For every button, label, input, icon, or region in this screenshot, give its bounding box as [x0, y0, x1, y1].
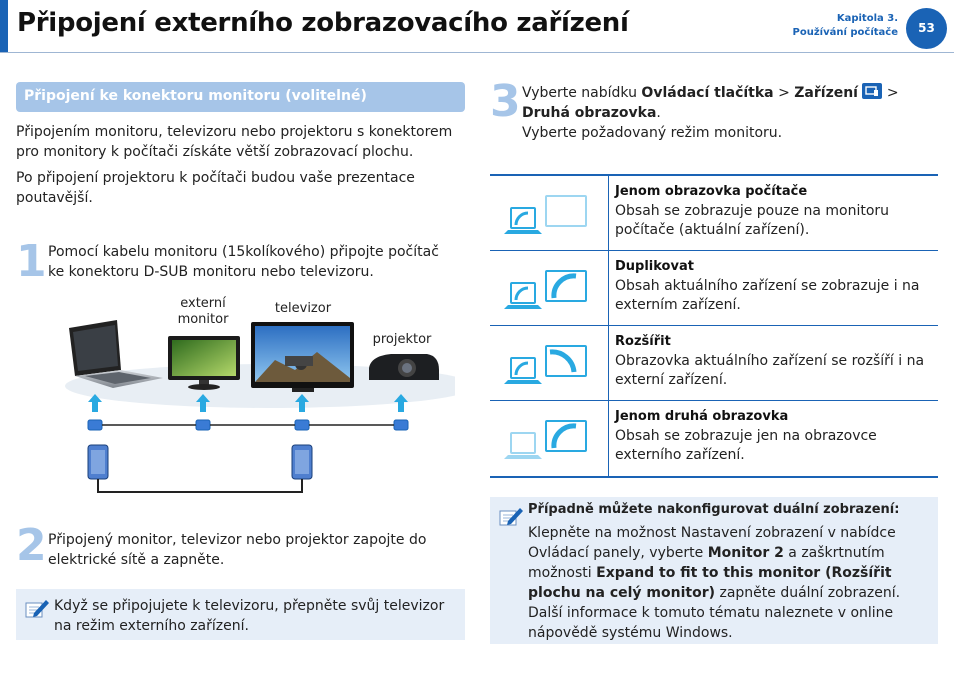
mode-description: Obsah se zobrazuje jen na obrazovce externího zařízení.: [615, 428, 877, 463]
extend-icon: [490, 326, 609, 401]
step-1-number: 1: [16, 236, 47, 287]
step-2-text: Připojený monitor, televizor nebo projektor zapojte do elektrické sítě a zapněte.: [48, 532, 427, 568]
mode-title: Jenom obrazovka počítače: [615, 184, 808, 199]
pc-screen-only-icon: [490, 176, 609, 251]
vga-cable: [88, 445, 312, 492]
step-3-text: [522, 83, 937, 143]
mode-description: Obsah se zobrazuje pouze na monitoru počítače (aktuální zařízení).: [615, 203, 890, 238]
step-3-number: 3: [490, 76, 521, 127]
note-box-dual-display: [490, 497, 938, 644]
mode-title: Rozšířit: [615, 334, 671, 349]
note-body-dual-display: [528, 523, 933, 643]
mode-title: Duplikovat: [615, 259, 694, 274]
intro-paragraph-1: Připojením monitoru, televizoru nebo projektoru s konektorem pro monitory k počítači získáte větší zobrazovací plochu.: [16, 124, 453, 160]
second-screen-only-icon: [490, 401, 609, 476]
step-3-menu-devices: Zařízení: [794, 85, 858, 101]
page-title: Připojení externího zobrazovacího zařízení: [17, 8, 629, 38]
note-body-mid: a zaškrtnutím možnosti: [528, 545, 885, 581]
step-3-end: .: [656, 105, 661, 121]
chapter-number: Kapitola 3.: [836, 13, 898, 24]
label-projector: projektor: [372, 332, 432, 347]
step-3-pre: Vyberte nabídku: [522, 85, 642, 101]
mode-description: Obrazovka aktuálního zařízení se rozšíří i na externí zařízení.: [615, 353, 925, 388]
devices-icon: [862, 83, 882, 99]
note-monitor2: Monitor 2: [707, 545, 784, 561]
step-1-text: Pomocí kabelu monitoru (15kolíkového) připojte počítač ke konektoru D-SUB monitoru nebo televizoru.: [48, 244, 439, 280]
mode-title: Jenom druhá obrazovka: [615, 409, 789, 424]
note-body-post: zapněte duální zobrazení.: [715, 585, 901, 601]
mode-row-extend: [490, 326, 938, 401]
note-expand-option: Expand to fit to this monitor (Rozšířit plochu na celý monitor): [528, 565, 892, 601]
label-tv: televizor: [274, 301, 332, 316]
section-heading-text: Připojení ke konektoru monitoru (volitelné): [24, 88, 367, 104]
step-3-menu-second-screen: Druhá obrazovka: [522, 105, 657, 121]
page-number-badge: 53: [906, 8, 947, 49]
chapter-label: [793, 12, 898, 40]
label-external-monitor: externí monitor: [177, 296, 229, 327]
laptop-image: [69, 320, 163, 388]
intro-paragraph-2: Po připojení projektoru k počítači budou vaše prezentace poutavější.: [16, 170, 415, 206]
note-pencil-icon: [24, 597, 50, 621]
section-heading: [16, 82, 465, 112]
header-accent-bar: [0, 0, 8, 52]
mode-row-pc-only: [490, 176, 938, 251]
connection-diagram: [55, 290, 455, 505]
projector-image: [369, 354, 439, 380]
step-3-menu-charms: Ovládací tlačítka: [641, 85, 774, 101]
note-body-pre: Klepněte na možnost Nastavení zobrazení v nabídce Ovládací panely, vyberte: [528, 525, 896, 561]
note-box-tv: [16, 589, 465, 640]
port-connectors: [88, 420, 408, 430]
diagram-illustration: [55, 290, 455, 505]
note-pencil-icon: [498, 505, 524, 529]
duplicate-icon: [490, 251, 609, 326]
step-2-number: 2: [16, 520, 47, 571]
display-mode-table: [490, 174, 938, 478]
step-3-sep2: >: [886, 85, 899, 101]
header-divider: [0, 52, 954, 53]
step-3-sep1: >: [773, 85, 795, 101]
tv-image: [251, 322, 354, 392]
mode-row-duplicate: [490, 251, 938, 326]
note-text-tv: Když se připojujete k televizoru, přepněte svůj televizor na režim externího zařízení.: [54, 598, 445, 634]
mode-description: Obsah aktuálního zařízení se zobrazuje i na externím zařízení.: [615, 278, 920, 313]
note-title-dual-display: Případně můžete nakonfigurovat duální zobrazení:: [528, 502, 900, 517]
note-body-line2: Další informace k tomuto tématu naleznete v online nápovědě systému Windows.: [528, 605, 894, 641]
mode-row-second-only: [490, 401, 938, 476]
step-3-line2: Vyberte požadovaný režim monitoru.: [522, 125, 783, 141]
chapter-title: Používání počítače: [792, 27, 898, 38]
